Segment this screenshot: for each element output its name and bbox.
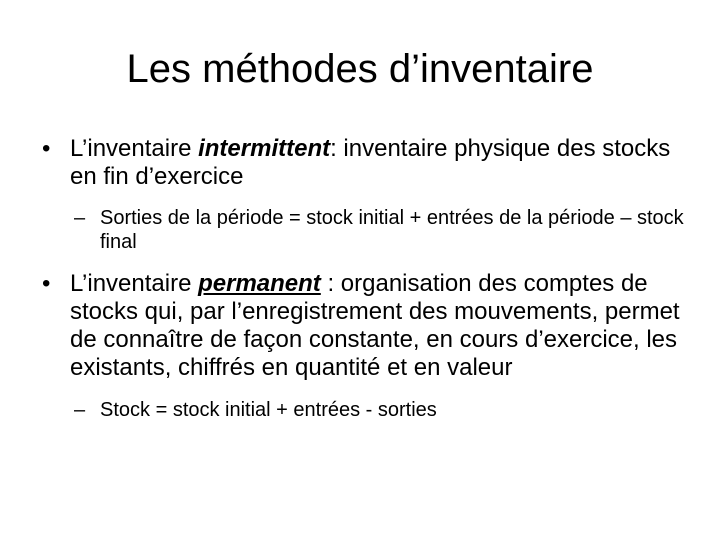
bullet-keyword: permanent [198, 270, 321, 297]
sub-bullet-text: Sorties de la période = stock initial + entrées de la période – stock final [100, 207, 684, 253]
sub-bullet-text: Stock = stock initial + entrées - sorties [100, 399, 437, 421]
bullet-marker: • [42, 270, 51, 297]
bullet-text: : organisation des comptes de stocks qui, par l’enregistrement des mouvements, permet de connaître de façon constante, en cours d’exercice, les existants, chiffrés en quantité et en valeur [70, 270, 680, 381]
bullet-prefix: L’inventaire [70, 270, 199, 297]
bullet-text: : inventaire physique des stocks en fin d’exercice [70, 135, 671, 190]
bullet-intermittent [42, 135, 692, 191]
bullet-marker: • [42, 135, 51, 162]
bullet-prefix: L’inventaire [70, 135, 199, 162]
sub-bullet-marker: – [74, 399, 86, 421]
sub-bullet-stock [42, 398, 692, 422]
bullet-keyword: intermittent [198, 135, 331, 162]
bullet-permanent [42, 270, 692, 382]
sub-bullet-marker: – [74, 207, 86, 229]
slide-body [42, 135, 692, 422]
slide-title: Les méthodes d’inventaire [126, 47, 594, 91]
sub-bullet-sorties [42, 206, 692, 254]
